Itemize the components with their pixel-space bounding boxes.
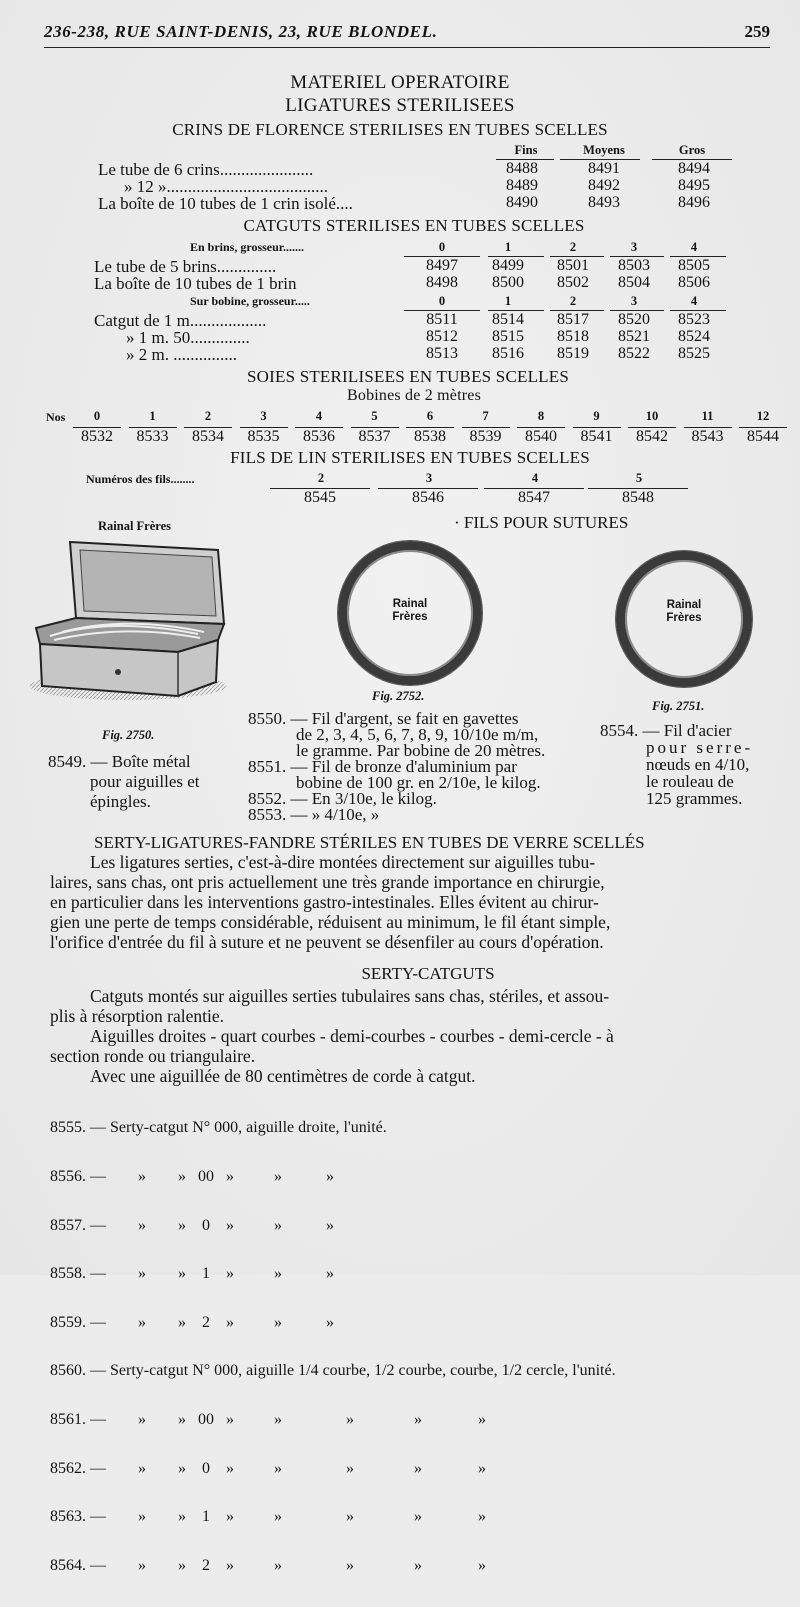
code: 8500 xyxy=(492,274,524,291)
brins-label: En brins, grosseur....... xyxy=(190,240,305,254)
code: 8504 xyxy=(618,274,650,291)
soies-size: 2 xyxy=(204,409,212,423)
code: 8493 xyxy=(588,194,620,211)
code: 8514 xyxy=(492,311,524,328)
soies-size: 9 xyxy=(593,409,600,423)
serty-paragraph: Les ligatures serties, c'est-à-dire montées directement sur aiguilles tubu- laires, sans chas, ont pris actuellement une très grande importance en chirurgie, en particulier dans les interventions gastro-intestinales. Elles évitent au chirur- gien une perte de temps considérable, réduisent au minimum, le fil étant simple, l'orifice d'entrée du fil à suture et ne peuvent se désenfiler au cours d'opération. xyxy=(50,852,611,952)
code: 8518 xyxy=(557,328,589,345)
soies-code: 8532 xyxy=(73,427,121,446)
lin-code: 8545 xyxy=(270,488,370,507)
code: 8521 xyxy=(618,328,650,345)
bobine-label: Sur bobine, grosseur..... xyxy=(190,294,310,308)
catgut-row-label: Le tube de 5 brins.............. xyxy=(94,257,277,276)
list-item: 8563. — » » 1 » » » » » xyxy=(50,1508,486,1526)
code: 8492 xyxy=(588,177,620,194)
soies-size: 5 xyxy=(371,409,378,423)
size-head: 4 xyxy=(690,294,698,308)
catgut-row-label: La boîte de 10 tubes de 1 brin xyxy=(94,274,297,293)
code: 8496 xyxy=(678,194,710,211)
soies-code: 8538 xyxy=(406,427,454,446)
item-8554-desc: 8554. — Fil d'acier pour serre- nœuds en 4/10, le rouleau de 125 grammes. xyxy=(600,721,754,808)
size-head: 3 xyxy=(630,240,638,254)
code: 8517 xyxy=(557,311,589,328)
code: 8491 xyxy=(588,160,620,177)
fig-2751-caption: Fig. 2751. xyxy=(652,699,705,713)
lin-code: 8548 xyxy=(588,488,688,507)
soies-size: 1 xyxy=(149,409,156,423)
soies-code: 8536 xyxy=(295,427,343,446)
heading-serty-catguts: SERTY-CATGUTS xyxy=(361,964,495,983)
soies-code: 8539 xyxy=(462,427,510,446)
fig-2752-caption: Fig. 2752. xyxy=(372,689,425,703)
soies-code: 8541 xyxy=(573,427,621,446)
code: 8520 xyxy=(618,311,650,328)
size-head: 1 xyxy=(504,240,512,254)
code: 8511 xyxy=(426,311,458,328)
soies-code: 8537 xyxy=(351,427,399,446)
size-head: 0 xyxy=(438,240,446,254)
code: 8499 xyxy=(492,257,524,274)
fig-2750-caption: Fig. 2750. xyxy=(102,728,155,742)
list-item: 8557. — » » 0 » » » xyxy=(50,1216,334,1234)
size-head: 2 xyxy=(569,294,577,308)
heading-sutures: · FILS POUR SUTURES xyxy=(454,513,629,532)
catgut-row-label: » 2 m. ............... xyxy=(126,345,237,364)
code: 8490 xyxy=(506,194,538,211)
heading-soies: SOIES STERILISEES EN TUBES SCELLES xyxy=(247,367,569,386)
code: 8522 xyxy=(618,345,650,362)
size-head: 1 xyxy=(504,294,512,308)
list-item: 8559. — » » 2 » » » xyxy=(50,1313,334,1331)
soies-size: 10 xyxy=(645,409,659,423)
soies-code: 8542 xyxy=(628,427,676,446)
heading-serty: SERTY-LIGATURES-FANDRE STÉRILES EN TUBES DE VERRE SCELLÉS xyxy=(94,833,645,852)
list-item: 8564. — » » 2 » » » » » xyxy=(50,1556,486,1574)
serty-catguts-paragraph: Catguts montés sur aiguilles serties tubulaires sans chas, stériles, et assou- plis à résorption ralentie. Aiguilles droites - quart courbes - demi-courbes - courbes - demi-cercle - à section ronde ou triangulaire. Avec une aiguillée de 80 centimètres de corde à catgut. xyxy=(50,986,614,1086)
maker-caption: Rainal Frères xyxy=(98,519,172,533)
col-head-fins: Fins xyxy=(514,143,538,157)
serty-item-list xyxy=(50,1088,616,1607)
nos-label: Nos xyxy=(46,410,66,424)
soies-size: 3 xyxy=(260,409,267,423)
col-head-moyens: Moyens xyxy=(583,143,625,157)
lin-label: Numéros des fils........ xyxy=(86,472,195,486)
page-number: 259 xyxy=(744,22,770,41)
crins-row-label: Le tube de 6 crins...................... xyxy=(98,160,314,179)
header-rule xyxy=(44,47,770,48)
lin-size: 5 xyxy=(635,471,643,485)
soies-size: 8 xyxy=(537,409,545,423)
code: 8501 xyxy=(557,257,589,274)
soies-size: 7 xyxy=(482,409,489,423)
list-item: 8556. — » » 00 » » » xyxy=(50,1168,334,1186)
items-8550-8553-desc: 8550. — Fil d'argent, se fait en gavettes de 2, 3, 4, 5, 6, 7, 8, 9, 10/10e m/m, le gramme. Par bobine de 20 mètres. 8551. — Fil de bronze d'aluminium par bobine de 100 gr. en 2/10e, le kilog. 8552. — En 3/10e, le kilog. 8553. — » 4/10e, » xyxy=(248,709,546,824)
soies-code: 8534 xyxy=(184,427,232,446)
heading-catguts: CATGUTS STERILISES EN TUBES SCELLES xyxy=(243,216,585,235)
code: 8525 xyxy=(678,345,710,362)
item-8549-desc: 8549. — Boîte métal pour aiguilles et épingles. xyxy=(48,752,200,811)
ring-label: Rainal Frères xyxy=(392,598,428,623)
section-title-materiel: MATERIEL OPERATOIRE xyxy=(290,72,510,93)
soies-code: 8535 xyxy=(240,427,288,446)
list-item: 8561. — » » 00 » » » » » xyxy=(50,1411,486,1429)
soies-size: 4 xyxy=(315,409,323,423)
code: 8506 xyxy=(678,274,710,291)
size-head: 2 xyxy=(569,240,577,254)
soies-size: 11 xyxy=(701,409,714,423)
code: 8495 xyxy=(678,177,710,194)
code: 8524 xyxy=(678,328,710,345)
code: 8498 xyxy=(426,274,458,291)
soies-code: 8543 xyxy=(684,427,732,446)
list-item: 8558. — » » 1 » » » xyxy=(50,1265,334,1283)
crins-row-label: La boîte de 10 tubes de 1 crin isolé.... xyxy=(98,194,353,213)
code: 8523 xyxy=(678,311,710,328)
lin-size: 4 xyxy=(531,471,539,485)
catgut-row-label: Catgut de 1 m.................. xyxy=(94,311,267,330)
code: 8512 xyxy=(426,328,458,345)
catgut-row-label: » 1 m. 50.............. xyxy=(126,328,250,347)
list-item: 8560. — Serty-catgut N° 000, aiguille 1/4 courbe, 1/2 courbe, courbe, 1/2 cercle, l'unité. xyxy=(50,1362,616,1380)
lin-size: 2 xyxy=(317,471,325,485)
list-item: 8562. — » » 0 » » » » » xyxy=(50,1459,486,1477)
running-header: 236-238, RUE SAINT-DENIS, 23, RUE BLONDEL. xyxy=(44,22,438,41)
soies-size: 12 xyxy=(756,409,770,423)
soies-code: 8540 xyxy=(517,427,565,446)
sutures-title: FILS POUR SUTURES xyxy=(463,513,629,532)
code: 8489 xyxy=(506,177,538,194)
code: 8505 xyxy=(678,257,710,274)
soies-size: 6 xyxy=(426,409,434,423)
code: 8503 xyxy=(618,257,650,274)
code: 8513 xyxy=(426,345,458,362)
soies-code: 8544 xyxy=(739,427,787,446)
code: 8516 xyxy=(492,345,524,362)
code: 8494 xyxy=(678,160,710,177)
size-head: 0 xyxy=(438,294,446,308)
lin-code: 8546 xyxy=(378,488,478,507)
metal-box-illustration xyxy=(28,536,228,706)
lin-code: 8547 xyxy=(484,488,584,507)
list-item: 8555. — Serty-catgut N° 000, aiguille droite, l'unité. xyxy=(50,1119,387,1137)
ring-label: Rainal Frères xyxy=(666,599,702,624)
lin-size: 3 xyxy=(425,471,433,485)
size-head: 3 xyxy=(630,294,638,308)
size-head: 4 xyxy=(690,240,698,254)
heading-crins: CRINS DE FLORENCE STERILISES EN TUBES SCELLES xyxy=(172,120,608,139)
code: 8515 xyxy=(492,328,524,345)
heading-lin: FILS DE LIN STERILISES EN TUBES SCELLES xyxy=(230,448,590,467)
code: 8488 xyxy=(506,160,538,177)
code: 8519 xyxy=(557,345,589,362)
code: 8497 xyxy=(426,257,458,274)
soies-size: 0 xyxy=(93,409,101,423)
crins-row-label: » 12 »...................................... xyxy=(124,177,328,196)
col-head-gros: Gros xyxy=(678,143,706,157)
soies-code: 8533 xyxy=(129,427,177,446)
section-title-ligatures: LIGATURES STERILISEES xyxy=(285,95,515,116)
code: 8502 xyxy=(557,274,589,291)
heading-bobines: Bobines de 2 mètres xyxy=(347,387,481,404)
